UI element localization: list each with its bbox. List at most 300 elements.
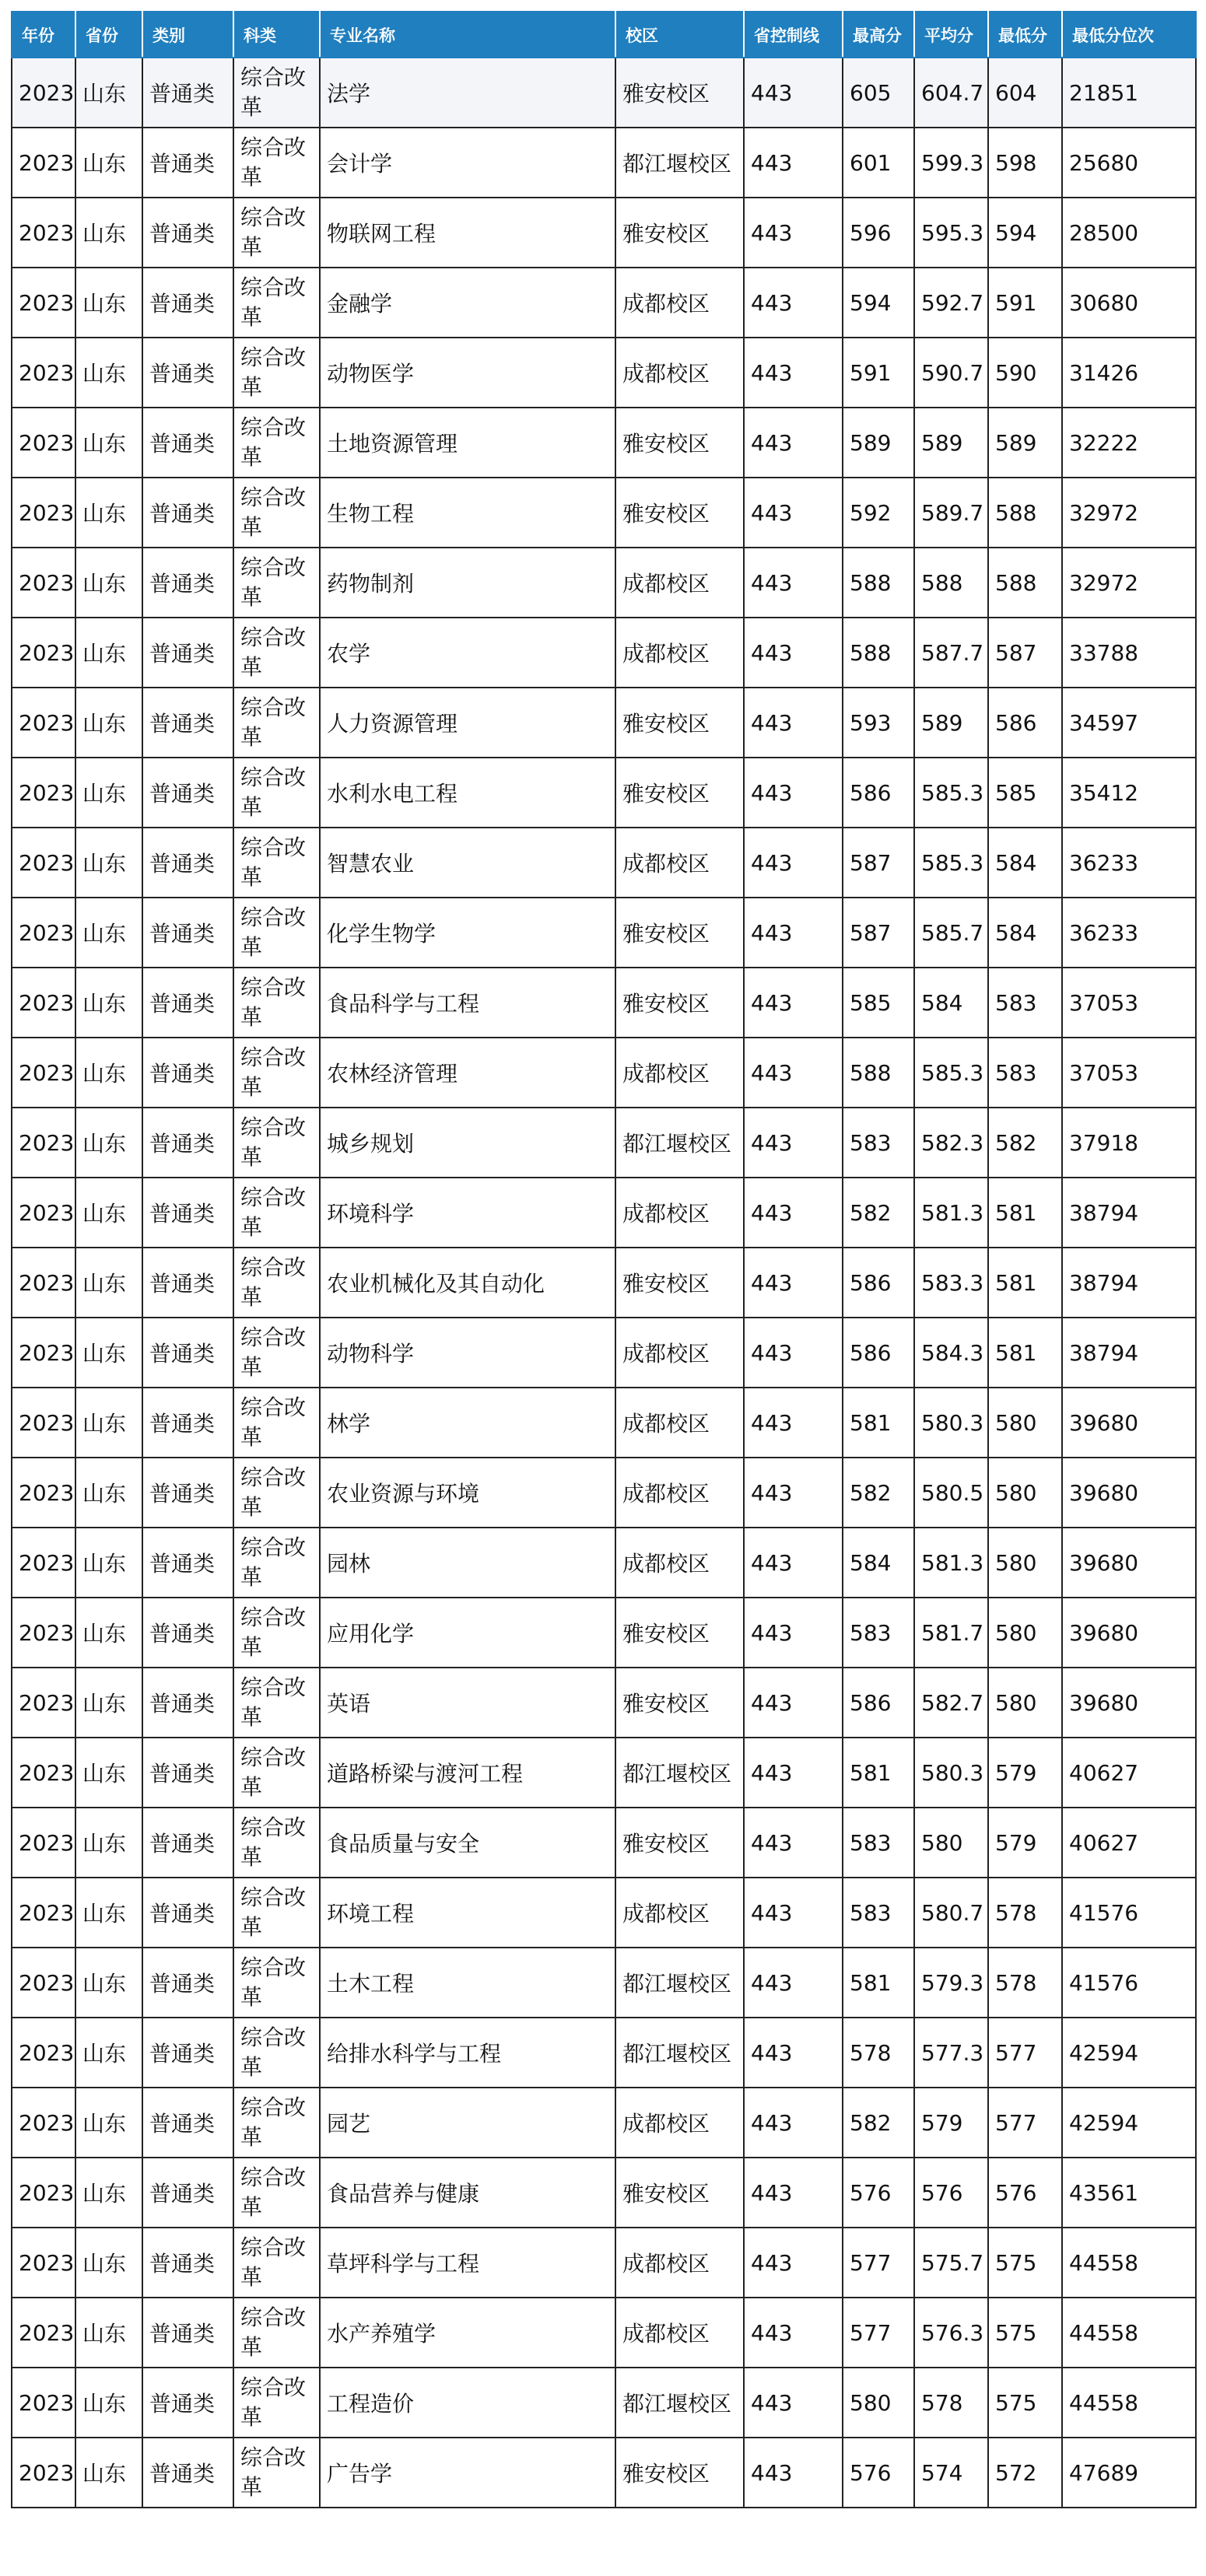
cell-control-line: 443 [744, 1598, 843, 1668]
table-row [12, 2158, 1196, 2228]
cell-category: 普通类 [142, 968, 233, 1038]
cell-province: 山东 [75, 2298, 142, 2368]
cell-category: 普通类 [142, 688, 233, 758]
cell-campus: 雅安校区 [615, 2438, 744, 2508]
cell-province: 山东 [75, 1598, 142, 1668]
cell-major-name: 道路桥梁与渡河工程 [320, 1738, 615, 1808]
cell-average-score: 599.3 [914, 128, 988, 198]
cell-lowest-score: 581 [988, 1248, 1062, 1318]
cell-lowest-score: 583 [988, 968, 1062, 1038]
cell-subject-type: 综合改革 [233, 2228, 320, 2298]
cell-lowest-score: 577 [988, 2018, 1062, 2088]
cell-campus: 成都校区 [615, 828, 744, 898]
cell-subject-type: 综合改革 [233, 58, 320, 128]
cell-province: 山东 [75, 1108, 142, 1178]
cell-subject-type: 综合改革 [233, 1318, 320, 1388]
cell-subject-type: 综合改革 [233, 1388, 320, 1458]
cell-province: 山东 [75, 198, 142, 268]
cell-lowest-rank: 40627 [1062, 1808, 1196, 1878]
cell-control-line: 443 [744, 1668, 843, 1738]
cell-category: 普通类 [142, 128, 233, 198]
cell-average-score: 576 [914, 2158, 988, 2228]
cell-control-line: 443 [744, 1248, 843, 1318]
cell-subject-type: 综合改革 [233, 758, 320, 828]
cell-major-name: 园林 [320, 1528, 615, 1598]
cell-lowest-rank: 42594 [1062, 2018, 1196, 2088]
cell-province: 山东 [75, 128, 142, 198]
cell-category: 普通类 [142, 1178, 233, 1248]
cell-province: 山东 [75, 408, 142, 478]
table-header-row [12, 12, 1196, 58]
cell-province: 山东 [75, 1528, 142, 1598]
cell-lowest-score: 583 [988, 1038, 1062, 1108]
cell-category: 普通类 [142, 2368, 233, 2438]
cell-lowest-score: 575 [988, 2368, 1062, 2438]
cell-control-line: 443 [744, 2088, 843, 2158]
cell-lowest-score: 581 [988, 1178, 1062, 1248]
table-body [12, 58, 1196, 2508]
cell-year: 2023 [12, 1178, 75, 1248]
cell-subject-type: 综合改革 [233, 1108, 320, 1178]
table-row [12, 2228, 1196, 2298]
cell-lowest-rank: 34597 [1062, 688, 1196, 758]
table-row [12, 1178, 1196, 1248]
cell-lowest-rank: 21851 [1062, 58, 1196, 128]
cell-category: 普通类 [142, 1318, 233, 1388]
cell-campus: 成都校区 [615, 1388, 744, 1458]
cell-subject-type: 综合改革 [233, 198, 320, 268]
cell-highest-score: 583 [843, 1808, 914, 1878]
cell-province: 山东 [75, 268, 142, 338]
cell-category: 普通类 [142, 2018, 233, 2088]
column-header-category: 类别 [142, 12, 233, 58]
cell-province: 山东 [75, 1388, 142, 1458]
cell-province: 山东 [75, 688, 142, 758]
cell-average-score: 585.3 [914, 758, 988, 828]
cell-campus: 成都校区 [615, 1878, 744, 1948]
cell-year: 2023 [12, 2298, 75, 2368]
cell-average-score: 581.7 [914, 1598, 988, 1668]
cell-campus: 都江堰校区 [615, 2018, 744, 2088]
cell-year: 2023 [12, 828, 75, 898]
cell-average-score: 579 [914, 2088, 988, 2158]
cell-major-name: 土木工程 [320, 1948, 615, 2018]
cell-lowest-rank: 32972 [1062, 548, 1196, 618]
cell-year: 2023 [12, 2368, 75, 2438]
cell-category: 普通类 [142, 828, 233, 898]
cell-category: 普通类 [142, 198, 233, 268]
cell-province: 山东 [75, 1318, 142, 1388]
cell-campus: 成都校区 [615, 1458, 744, 1528]
cell-year: 2023 [12, 1108, 75, 1178]
table-row [12, 1738, 1196, 1808]
admission-scores-table [11, 11, 1197, 2508]
cell-year: 2023 [12, 688, 75, 758]
cell-control-line: 443 [744, 1178, 843, 1248]
cell-average-score: 585.3 [914, 828, 988, 898]
cell-highest-score: 583 [843, 1598, 914, 1668]
cell-category: 普通类 [142, 1458, 233, 1528]
cell-lowest-score: 590 [988, 338, 1062, 408]
cell-category: 普通类 [142, 1248, 233, 1318]
cell-province: 山东 [75, 2158, 142, 2228]
cell-control-line: 443 [744, 688, 843, 758]
cell-subject-type: 综合改革 [233, 2088, 320, 2158]
cell-control-line: 443 [744, 268, 843, 338]
cell-year: 2023 [12, 268, 75, 338]
cell-control-line: 443 [744, 1738, 843, 1808]
cell-year: 2023 [12, 1458, 75, 1528]
table-row [12, 1808, 1196, 1878]
cell-category: 普通类 [142, 2438, 233, 2508]
cell-lowest-rank: 30680 [1062, 268, 1196, 338]
cell-average-score: 576.3 [914, 2298, 988, 2368]
cell-province: 山东 [75, 1878, 142, 1948]
cell-highest-score: 582 [843, 2088, 914, 2158]
cell-highest-score: 605 [843, 58, 914, 128]
cell-control-line: 443 [744, 758, 843, 828]
cell-highest-score: 588 [843, 548, 914, 618]
cell-major-name: 农业资源与环境 [320, 1458, 615, 1528]
cell-average-score: 581.3 [914, 1178, 988, 1248]
cell-average-score: 604.7 [914, 58, 988, 128]
cell-campus: 成都校区 [615, 1038, 744, 1108]
cell-category: 普通类 [142, 1948, 233, 2018]
cell-major-name: 生物工程 [320, 478, 615, 548]
table-row [12, 2438, 1196, 2508]
cell-campus: 都江堰校区 [615, 2368, 744, 2438]
cell-lowest-score: 588 [988, 478, 1062, 548]
cell-highest-score: 586 [843, 758, 914, 828]
cell-control-line: 443 [744, 618, 843, 688]
cell-lowest-rank: 44558 [1062, 2368, 1196, 2438]
cell-campus: 雅安校区 [615, 478, 744, 548]
cell-highest-score: 586 [843, 1318, 914, 1388]
cell-category: 普通类 [142, 1668, 233, 1738]
cell-campus: 雅安校区 [615, 198, 744, 268]
column-header-subject-type: 科类 [233, 12, 320, 58]
cell-province: 山东 [75, 828, 142, 898]
cell-lowest-score: 589 [988, 408, 1062, 478]
cell-average-score: 579.3 [914, 1948, 988, 2018]
cell-subject-type: 综合改革 [233, 128, 320, 198]
cell-lowest-rank: 38794 [1062, 1178, 1196, 1248]
cell-year: 2023 [12, 58, 75, 128]
cell-lowest-score: 584 [988, 828, 1062, 898]
cell-major-name: 智慧农业 [320, 828, 615, 898]
table-row [12, 1038, 1196, 1108]
table-row [12, 828, 1196, 898]
cell-major-name: 人力资源管理 [320, 688, 615, 758]
cell-control-line: 443 [744, 1108, 843, 1178]
cell-major-name: 农林经济管理 [320, 1038, 615, 1108]
cell-campus: 成都校区 [615, 1528, 744, 1598]
cell-lowest-rank: 37053 [1062, 1038, 1196, 1108]
cell-lowest-score: 579 [988, 1738, 1062, 1808]
cell-year: 2023 [12, 1388, 75, 1458]
cell-category: 普通类 [142, 478, 233, 548]
cell-lowest-score: 580 [988, 1528, 1062, 1598]
cell-year: 2023 [12, 408, 75, 478]
table-row [12, 198, 1196, 268]
cell-subject-type: 综合改革 [233, 2158, 320, 2228]
table-row [12, 968, 1196, 1038]
cell-lowest-rank: 42594 [1062, 2088, 1196, 2158]
cell-average-score: 587.7 [914, 618, 988, 688]
cell-year: 2023 [12, 2228, 75, 2298]
cell-year: 2023 [12, 1598, 75, 1668]
cell-lowest-rank: 32222 [1062, 408, 1196, 478]
cell-lowest-rank: 32972 [1062, 478, 1196, 548]
cell-highest-score: 589 [843, 408, 914, 478]
cell-major-name: 食品营养与健康 [320, 2158, 615, 2228]
cell-major-name: 土地资源管理 [320, 408, 615, 478]
cell-year: 2023 [12, 1528, 75, 1598]
cell-major-name: 草坪科学与工程 [320, 2228, 615, 2298]
cell-province: 山东 [75, 1738, 142, 1808]
column-header-province: 省份 [75, 12, 142, 58]
cell-lowest-score: 576 [988, 2158, 1062, 2228]
cell-average-score: 578 [914, 2368, 988, 2438]
cell-lowest-score: 594 [988, 198, 1062, 268]
cell-campus: 都江堰校区 [615, 1738, 744, 1808]
cell-highest-score: 596 [843, 198, 914, 268]
cell-category: 普通类 [142, 1528, 233, 1598]
cell-campus: 雅安校区 [615, 1248, 744, 1318]
cell-year: 2023 [12, 758, 75, 828]
table-row [12, 408, 1196, 478]
cell-control-line: 443 [744, 2158, 843, 2228]
cell-lowest-rank: 40627 [1062, 1738, 1196, 1808]
cell-campus: 都江堰校区 [615, 1948, 744, 2018]
cell-campus: 雅安校区 [615, 1668, 744, 1738]
column-header-year: 年份 [12, 12, 75, 58]
cell-average-score: 580.5 [914, 1458, 988, 1528]
cell-province: 山东 [75, 2438, 142, 2508]
table-row [12, 128, 1196, 198]
cell-lowest-rank: 44558 [1062, 2298, 1196, 2368]
cell-major-name: 广告学 [320, 2438, 615, 2508]
cell-campus: 成都校区 [615, 2088, 744, 2158]
cell-category: 普通类 [142, 268, 233, 338]
table-row [12, 898, 1196, 968]
cell-subject-type: 综合改革 [233, 2368, 320, 2438]
cell-average-score: 585.3 [914, 1038, 988, 1108]
cell-subject-type: 综合改革 [233, 1878, 320, 1948]
cell-year: 2023 [12, 898, 75, 968]
cell-year: 2023 [12, 1738, 75, 1808]
cell-major-name: 给排水科学与工程 [320, 2018, 615, 2088]
cell-major-name: 园艺 [320, 2088, 615, 2158]
cell-year: 2023 [12, 2018, 75, 2088]
cell-subject-type: 综合改革 [233, 2298, 320, 2368]
cell-lowest-score: 591 [988, 268, 1062, 338]
cell-control-line: 443 [744, 478, 843, 548]
cell-province: 山东 [75, 1948, 142, 2018]
cell-average-score: 581.3 [914, 1528, 988, 1598]
cell-average-score: 580.3 [914, 1738, 988, 1808]
cell-category: 普通类 [142, 758, 233, 828]
column-header-major-name: 专业名称 [320, 12, 615, 58]
cell-control-line: 443 [744, 1318, 843, 1388]
cell-average-score: 588 [914, 548, 988, 618]
cell-control-line: 443 [744, 968, 843, 1038]
cell-lowest-score: 582 [988, 1108, 1062, 1178]
cell-year: 2023 [12, 2438, 75, 2508]
cell-average-score: 583.3 [914, 1248, 988, 1318]
cell-campus: 雅安校区 [615, 1808, 744, 1878]
cell-subject-type: 综合改革 [233, 1948, 320, 2018]
cell-year: 2023 [12, 1668, 75, 1738]
cell-category: 普通类 [142, 618, 233, 688]
cell-category: 普通类 [142, 2088, 233, 2158]
cell-category: 普通类 [142, 2158, 233, 2228]
cell-control-line: 443 [744, 898, 843, 968]
cell-highest-score: 576 [843, 2158, 914, 2228]
cell-category: 普通类 [142, 58, 233, 128]
cell-average-score: 577.3 [914, 2018, 988, 2088]
cell-average-score: 584 [914, 968, 988, 1038]
cell-average-score: 585.7 [914, 898, 988, 968]
cell-average-score: 574 [914, 2438, 988, 2508]
table-row [12, 1878, 1196, 1948]
cell-average-score: 589 [914, 408, 988, 478]
table-row [12, 268, 1196, 338]
cell-category: 普通类 [142, 408, 233, 478]
cell-control-line: 443 [744, 1458, 843, 1528]
cell-category: 普通类 [142, 2228, 233, 2298]
cell-lowest-score: 585 [988, 758, 1062, 828]
cell-major-name: 法学 [320, 58, 615, 128]
cell-campus: 都江堰校区 [615, 128, 744, 198]
cell-lowest-rank: 39680 [1062, 1458, 1196, 1528]
cell-lowest-score: 588 [988, 548, 1062, 618]
cell-lowest-score: 572 [988, 2438, 1062, 2508]
cell-category: 普通类 [142, 2298, 233, 2368]
table-row [12, 2088, 1196, 2158]
table-row [12, 1388, 1196, 1458]
cell-lowest-score: 586 [988, 688, 1062, 758]
column-header-control-line: 省控制线 [744, 12, 843, 58]
cell-subject-type: 综合改革 [233, 548, 320, 618]
cell-highest-score: 582 [843, 1458, 914, 1528]
cell-campus: 雅安校区 [615, 1598, 744, 1668]
cell-province: 山东 [75, 1808, 142, 1878]
cell-major-name: 农学 [320, 618, 615, 688]
cell-lowest-rank: 43561 [1062, 2158, 1196, 2228]
cell-control-line: 443 [744, 548, 843, 618]
table-row [12, 1318, 1196, 1388]
cell-highest-score: 585 [843, 968, 914, 1038]
cell-year: 2023 [12, 2158, 75, 2228]
cell-year: 2023 [12, 1878, 75, 1948]
cell-average-score: 580.3 [914, 1388, 988, 1458]
cell-major-name: 环境科学 [320, 1178, 615, 1248]
cell-lowest-rank: 39680 [1062, 1388, 1196, 1458]
cell-highest-score: 581 [843, 1738, 914, 1808]
cell-campus: 雅安校区 [615, 758, 744, 828]
cell-lowest-score: 578 [988, 1948, 1062, 2018]
cell-lowest-score: 575 [988, 2228, 1062, 2298]
cell-campus: 雅安校区 [615, 58, 744, 128]
cell-control-line: 443 [744, 198, 843, 268]
table-row [12, 1528, 1196, 1598]
cell-category: 普通类 [142, 1878, 233, 1948]
cell-lowest-rank: 37053 [1062, 968, 1196, 1038]
table-row [12, 58, 1196, 128]
cell-highest-score: 577 [843, 2298, 914, 2368]
cell-province: 山东 [75, 338, 142, 408]
cell-province: 山东 [75, 758, 142, 828]
cell-province: 山东 [75, 968, 142, 1038]
table-row [12, 688, 1196, 758]
cell-subject-type: 综合改革 [233, 898, 320, 968]
table-row [12, 1948, 1196, 2018]
table-row [12, 478, 1196, 548]
cell-major-name: 食品质量与安全 [320, 1808, 615, 1878]
cell-subject-type: 综合改革 [233, 828, 320, 898]
cell-average-score: 589.7 [914, 478, 988, 548]
cell-campus: 雅安校区 [615, 688, 744, 758]
cell-lowest-rank: 38794 [1062, 1248, 1196, 1318]
cell-subject-type: 综合改革 [233, 968, 320, 1038]
cell-average-score: 582.7 [914, 1668, 988, 1738]
cell-campus: 成都校区 [615, 1178, 744, 1248]
table-row [12, 1668, 1196, 1738]
cell-lowest-rank: 38794 [1062, 1318, 1196, 1388]
cell-province: 山东 [75, 58, 142, 128]
cell-year: 2023 [12, 128, 75, 198]
cell-major-name: 水产养殖学 [320, 2298, 615, 2368]
cell-subject-type: 综合改革 [233, 338, 320, 408]
cell-lowest-score: 575 [988, 2298, 1062, 2368]
cell-lowest-rank: 31426 [1062, 338, 1196, 408]
cell-category: 普通类 [142, 1038, 233, 1108]
cell-average-score: 580.7 [914, 1878, 988, 1948]
cell-lowest-score: 580 [988, 1458, 1062, 1528]
cell-year: 2023 [12, 1948, 75, 2018]
cell-control-line: 443 [744, 58, 843, 128]
cell-control-line: 443 [744, 1528, 843, 1598]
cell-lowest-score: 587 [988, 618, 1062, 688]
cell-major-name: 农业机械化及其自动化 [320, 1248, 615, 1318]
cell-year: 2023 [12, 1808, 75, 1878]
cell-year: 2023 [12, 1318, 75, 1388]
cell-lowest-rank: 41576 [1062, 1948, 1196, 2018]
cell-year: 2023 [12, 1038, 75, 1108]
cell-highest-score: 591 [843, 338, 914, 408]
cell-highest-score: 594 [843, 268, 914, 338]
cell-subject-type: 综合改革 [233, 1668, 320, 1738]
table-row [12, 1598, 1196, 1668]
cell-highest-score: 586 [843, 1248, 914, 1318]
column-header-lowest-rank: 最低分位次 [1062, 12, 1196, 58]
cell-province: 山东 [75, 1038, 142, 1108]
cell-highest-score: 577 [843, 2228, 914, 2298]
cell-lowest-rank: 28500 [1062, 198, 1196, 268]
cell-major-name: 动物医学 [320, 338, 615, 408]
cell-province: 山东 [75, 478, 142, 548]
table-row [12, 1108, 1196, 1178]
cell-major-name: 城乡规划 [320, 1108, 615, 1178]
cell-average-score: 595.3 [914, 198, 988, 268]
cell-campus: 雅安校区 [615, 2158, 744, 2228]
cell-major-name: 化学生物学 [320, 898, 615, 968]
cell-average-score: 580 [914, 1808, 988, 1878]
cell-control-line: 443 [744, 828, 843, 898]
cell-province: 山东 [75, 2018, 142, 2088]
cell-average-score: 590.7 [914, 338, 988, 408]
